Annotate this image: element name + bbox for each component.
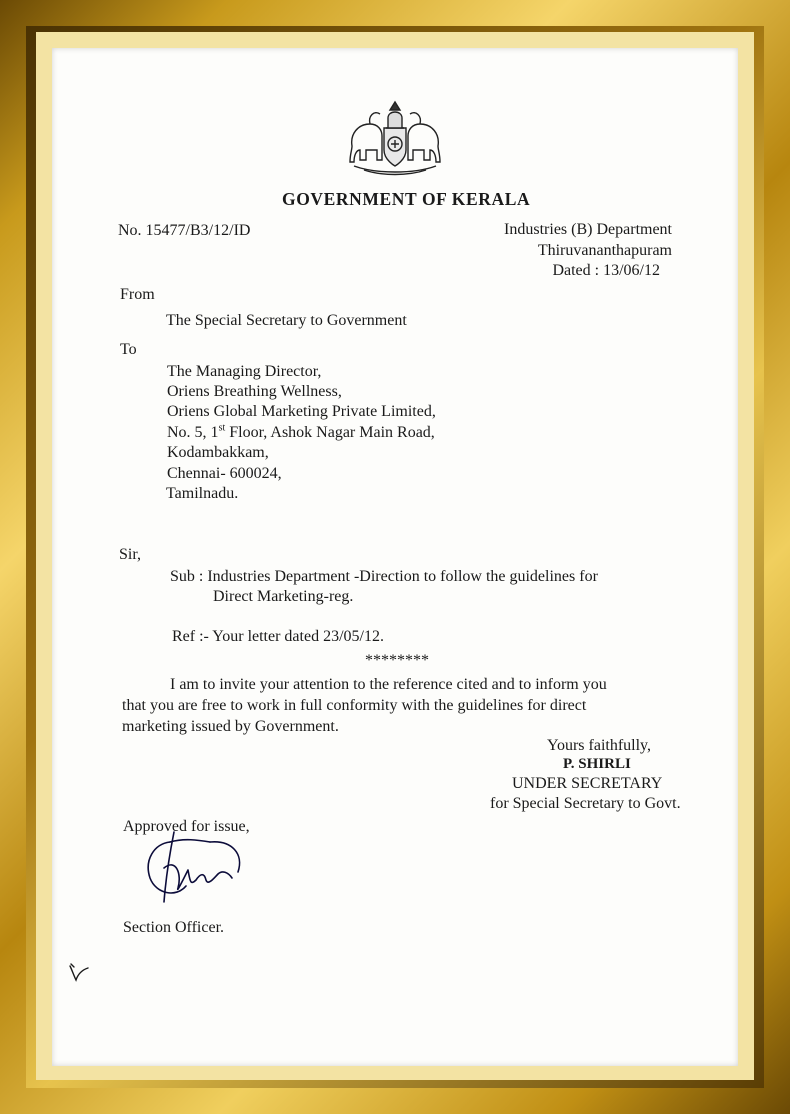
body-paragraph-line: I am to invite your attention to the reference cited and to inform you (170, 676, 607, 693)
department-name: Industries (B) Department (504, 221, 672, 238)
from-label: From (120, 286, 155, 303)
address-line: Kodambakkam, (167, 444, 269, 461)
body-paragraph-line: marketing issued by Government. (122, 718, 339, 735)
to-label: To (120, 341, 137, 358)
city-name: Thiruvananthapuram (537, 242, 672, 259)
address-line: The Managing Director, (167, 363, 322, 380)
separator: ******** (365, 652, 429, 669)
address-line: Chennai- 600024, (167, 465, 282, 482)
letterhead-title: GOVERNMENT OF KERALA (282, 189, 531, 209)
signatory-on-behalf: for Special Secretary to Govt. (490, 795, 681, 812)
signatory-designation: UNDER SECRETARY (512, 775, 663, 792)
address-line: Oriens Breathing Wellness, (167, 383, 342, 400)
pen-tick-mark-icon (66, 958, 92, 984)
handwritten-signature-icon (140, 828, 250, 908)
address-line: Tamilnadu. (166, 485, 239, 502)
letter-date: Dated : 13/06/12 (552, 262, 660, 279)
subject-line: Sub : Industries Department -Direction to follow the guidelines for (170, 568, 598, 585)
reference-line: Ref :- Your letter dated 23/05/12. (172, 628, 384, 645)
section-officer: Section Officer. (123, 919, 225, 936)
address-line: No. 5, 1st Floor, Ashok Nagar Main Road, (167, 422, 435, 441)
subject-line: Direct Marketing-reg. (213, 588, 354, 605)
salutation: Sir, (119, 546, 142, 563)
body-paragraph-line: that you are free to work in full conformity with the guidelines for direct (122, 697, 587, 714)
signatory-name: P. SHIRLI (563, 756, 631, 772)
address-line: Oriens Global Marketing Private Limited, (167, 403, 436, 420)
reference-number: No. 15477/B3/12/ID (118, 222, 251, 239)
valediction: Yours faithfully, (547, 737, 652, 754)
approval-text: Approved for issue, (123, 818, 250, 835)
sender: The Special Secretary to Government (166, 312, 407, 329)
kerala-state-emblem-icon (346, 100, 444, 180)
